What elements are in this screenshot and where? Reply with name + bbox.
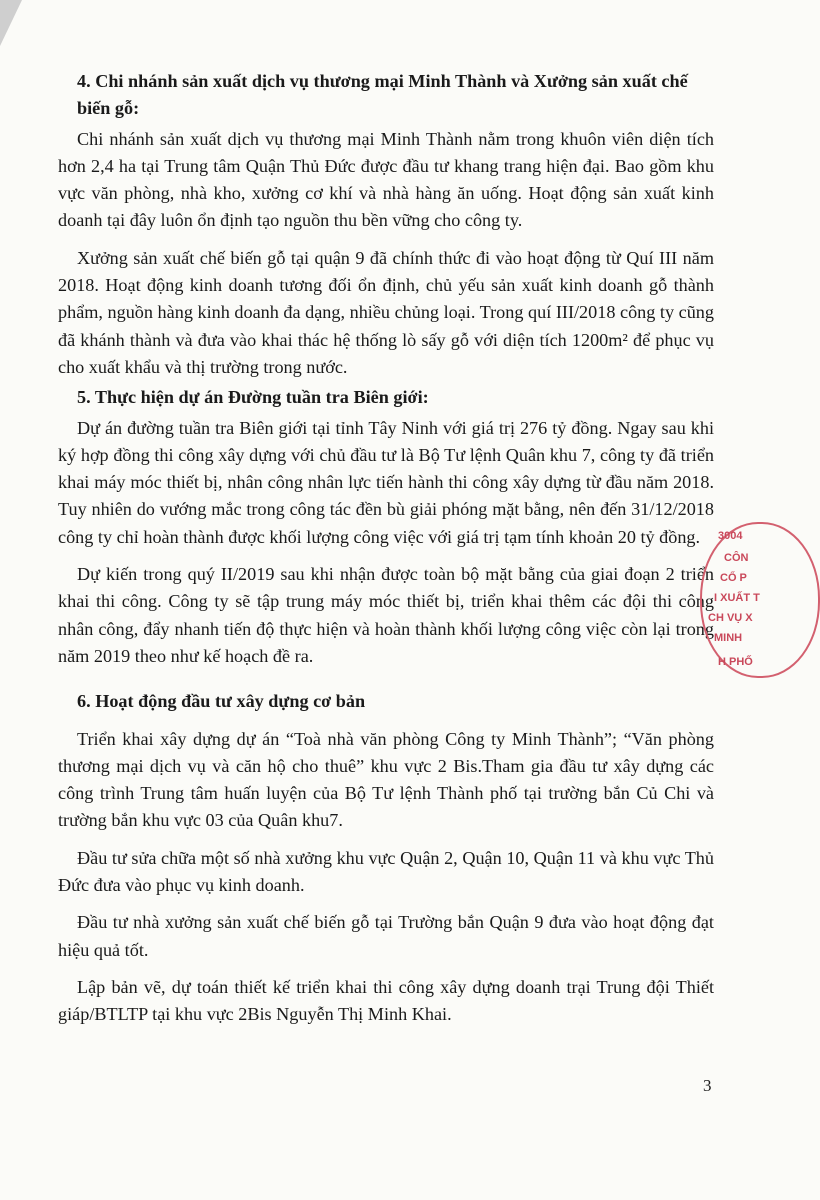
folded-corner [0,0,22,46]
section-6-paragraph-2: Đầu tư sửa chữa một số nhà xưởng khu vực Quận 2, Quận 10, Quận 11 và khu vực Thủ Đức đưa vào phục vụ kinh doanh. [58,847,714,896]
section-6-heading: 6. Hoạt động đầu tư xây dựng cơ bản [77,691,366,712]
section-5-paragraph-2: Dự kiến trong quý II/2019 sau khi nhận được toàn bộ mặt bằng của giai đoạn 2 triển khai thi công. Công ty sẽ tập trung máy móc thiết bị, triển khai thêm các đội thi công nhân công, đẩy nhanh tiến độ thực hiện và hoàn thành khối lượng công việc còn lại trong năm 2019 theo như kế hoạch đề ra. [58,564,714,666]
stamp-text-line: CÔN [724,552,749,564]
stamp-text-line: CỔ P [720,572,747,584]
stamp-text-line: 3004 [718,530,743,542]
document-body [58,68,714,1029]
section-6-paragraph-4: Lập bản vẽ, dự toán thiết kế triển khai thi công xây dựng doanh trại Trung đội Thiết giáp/BTLTP tại khu vực 2Bis Nguyễn Thị Minh Khai. [58,976,714,1025]
company-seal-stamp [700,522,820,682]
stamp-text-line: CH VỤ X [708,612,753,624]
stamp-text-line: H PHỐ [718,656,753,668]
stamp-text-line: I XUẤT T [714,592,760,604]
section-4-heading: 4. Chi nhánh sản xuất dịch vụ thương mại Minh Thành và Xưởng sản xuất chế biến gỗ: [77,71,688,119]
section-5-heading: 5. Thực hiện dự án Đường tuần tra Biên giới: [77,387,429,408]
section-6-paragraph-1: Triển khai xây dựng dự án “Toà nhà văn phòng Công ty Minh Thành”; “Văn phòng thương mại dịch vụ và căn hộ cho thuê” khu vực 2 Bis.Tham gia đầu tư xây dựng các công trình Trung tâm huấn luyện của Bộ Tư lệnh Thành phố tại trường bắn Củ Chi và trường bắn khu vực 03 của Quân khu7. [58,728,714,831]
page-number: 3 [703,1076,712,1095]
section-4-paragraph-2: Xưởng sản xuất chế biến gỗ tại quận 9 đã chính thức đi vào hoạt động từ Quí III năm 2018. Hoạt động kinh doanh tương đối ổn định, chủ yếu sản xuất kinh doanh gỗ thành phẩm, nguồn hàng kinh doanh đa dạng, nhiều chủng loại. Trong quí III/2018 công ty cũng đã khánh thành và đưa vào khai thác hệ thống lò sấy gỗ với diện tích 1200m² để phục vụ cho xuất khẩu và thị trường trong nước. [58,247,714,377]
stamp-text-line: MINH [714,632,743,644]
section-5-paragraph-1: Dự án đường tuần tra Biên giới tại tỉnh Tây Ninh với giá trị 276 tỷ đồng. Ngay sau khi ký hợp đồng thi công xây dựng với chủ đầu tư là Bộ Tư lệnh Quân khu 7, công ty đã triển khai máy móc thiết bị, nhân công nhân lực tiến hành thi công xây dựng từ đầu năm 2018. Tuy nhiên do vướng mắc trong công tác đền bù giải phóng mặt bằng, nên đến 31/12/2018 công ty chỉ hoàn thành được khối lượng công việc với giá trị tạm tính khoản 20 tỷ đồng. [58,417,714,547]
section-4-paragraph-1: Chi nhánh sản xuất dịch vụ thương mại Minh Thành nằm trong khuôn viên diện tích hơn 2,4 ha tại Trung tâm Quận Thủ Đức được đầu tư khang trang hiện đại. Bao gồm khu vực văn phòng, nhà kho, xưởng cơ khí và nhà hàng ăn uống. Hoạt động sản xuất kinh doanh tại đây luôn ổn định tạo nguồn thu bền vững cho công ty. [58,128,714,231]
section-6-paragraph-3: Đầu tư nhà xưởng sản xuất chế biến gỗ tại Trường bắn Quận 9 đưa vào hoạt động đạt hiệu quả tốt. [58,912,714,960]
